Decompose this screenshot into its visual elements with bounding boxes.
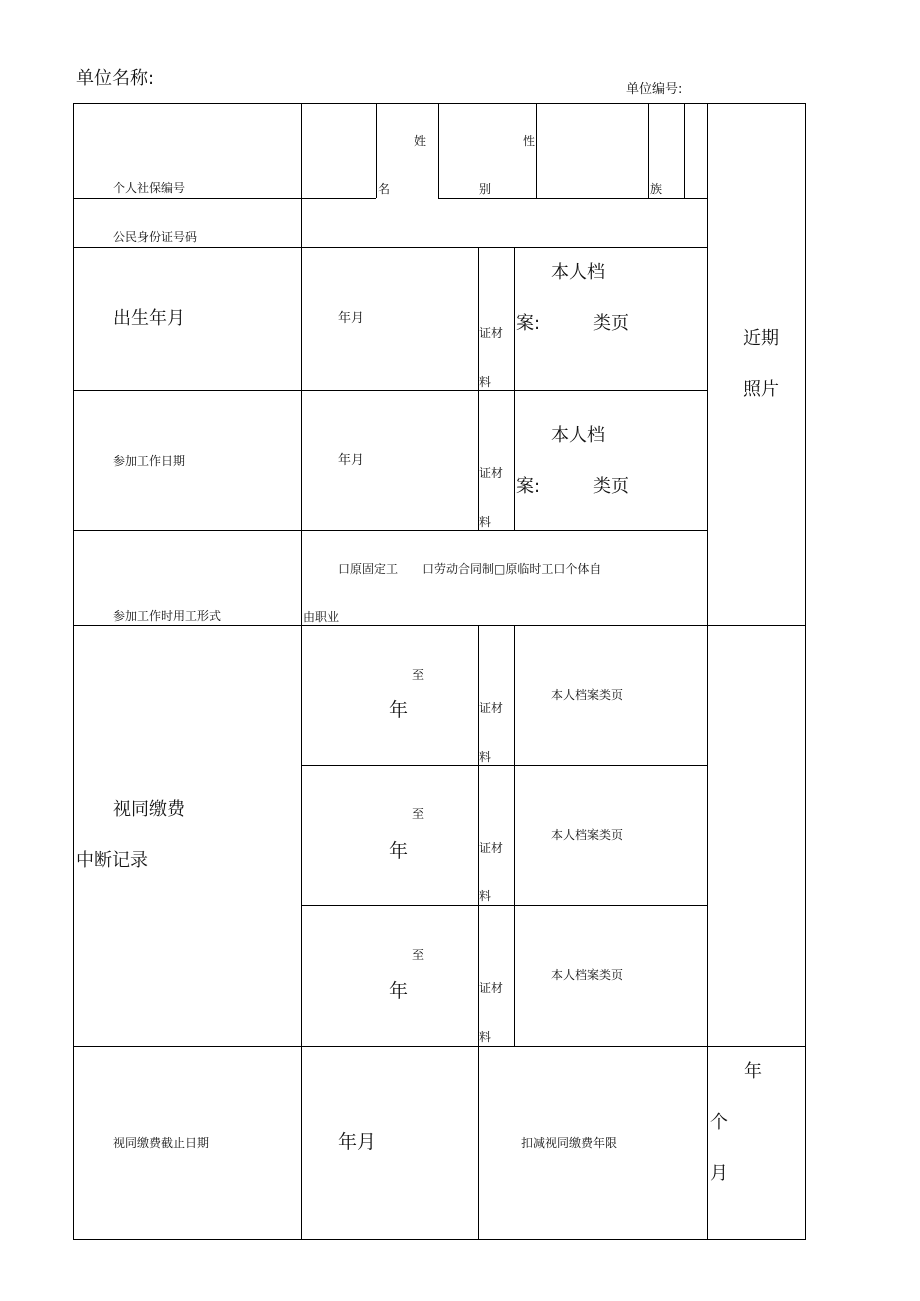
photo-label-line1: 近期: [743, 328, 779, 349]
interruption-entry-evidence-1: 证材: [479, 701, 504, 715]
work-start-value: 年月: [338, 453, 365, 468]
birth-evidence-label-2: 料: [479, 375, 492, 389]
interruption-label-2: 中断记录: [76, 850, 148, 871]
cutoff-date-value: 年月: [338, 1131, 377, 1153]
work-archive-line2a: 案:: [516, 476, 541, 497]
interruption-entry-to: 至: [412, 668, 425, 682]
id-number-label: 公民身份证号码: [113, 230, 198, 244]
interruption-entry-evidence-2: 料: [479, 1030, 492, 1044]
birth-date-label: 出生年月: [113, 308, 185, 329]
gender-label-top: 性: [523, 134, 536, 148]
work-start-label: 参加工作日期: [113, 454, 186, 468]
interruption-entry-year: 年: [389, 980, 409, 1002]
birth-archive-line2a: 案:: [516, 313, 541, 334]
deduct-years-label: 扣减视同缴费年限: [521, 1136, 618, 1150]
unit-code-label: 单位编号:: [626, 82, 683, 97]
interruption-entry-evidence-2: 料: [479, 889, 492, 903]
employment-form-label: 参加工作时用工形式: [113, 609, 222, 623]
name-label-bottom: 名: [378, 182, 391, 196]
name-label-top: 姓: [414, 134, 427, 148]
interruption-entry-evidence-1: 证材: [479, 981, 504, 995]
work-archive-line2b: 类页: [593, 476, 629, 497]
birth-archive-line2b: 类页: [593, 313, 629, 334]
interruption-entry-to: 至: [412, 807, 425, 821]
interruption-entry-evidence-2: 料: [479, 750, 492, 764]
interruption-entry-archive: 本人档案类页: [551, 968, 624, 982]
birth-evidence-label-1: 证材: [479, 326, 504, 340]
deduct-year-unit: 年: [744, 1061, 762, 1082]
social-security-number-label: 个人社保编号: [113, 181, 186, 195]
birth-date-value: 年月: [338, 311, 365, 326]
work-evidence-label-2: 料: [479, 515, 492, 529]
interruption-entry-archive: 本人档案类页: [551, 828, 624, 842]
cutoff-date-label: 视同缴费截止日期: [113, 1136, 210, 1150]
interruption-entry-year: 年: [389, 840, 409, 862]
interruption-entry-year: 年: [389, 699, 409, 721]
unit-name-label: 单位名称:: [76, 68, 155, 89]
deduct-count-unit: 个: [710, 1112, 728, 1133]
work-evidence-label-1: 证材: [479, 466, 504, 480]
photo-label-line2: 照片: [743, 379, 779, 400]
deduct-month-unit: 月: [710, 1163, 728, 1184]
employment-form-options-cont: 由职业: [303, 610, 340, 624]
interruption-entry-archive: 本人档案类页: [551, 688, 624, 702]
ethnicity-label: 族: [650, 182, 663, 196]
work-archive-line1: 本人档: [551, 425, 605, 446]
gender-label-bottom: 别: [479, 182, 492, 196]
interruption-entry-to: 至: [412, 948, 425, 962]
birth-archive-line1: 本人档: [551, 262, 605, 283]
interruption-entry-evidence-1: 证材: [479, 841, 504, 855]
employment-form-options: 口原固定工 口劳动合同制□原临时工口个体自: [338, 562, 602, 576]
interruption-label-1: 视同缴费: [113, 799, 185, 820]
